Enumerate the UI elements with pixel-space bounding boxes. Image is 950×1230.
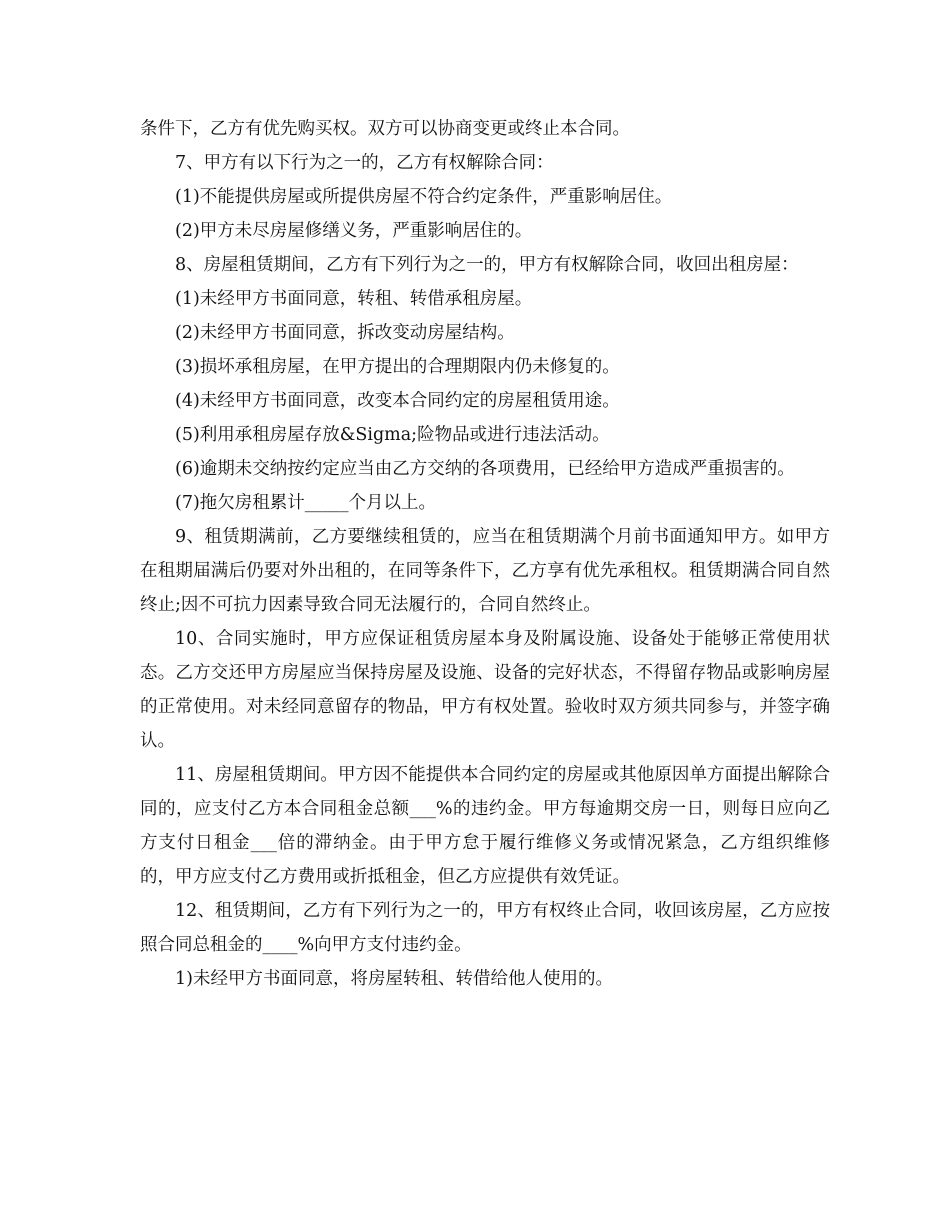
clause-8-item-7: (7)拖欠房租累计_____个月以上。 (175, 493, 437, 513)
clause-7-item-1: (1)不能提供房屋或所提供房屋不符合约定条件，严重影响居住。 (175, 187, 673, 207)
clause-10: 10、合同实施时，甲方应保证租赁房屋本身及附属设施、设备处于能够正常使用状态。乙方交还甲方房屋应当保持房屋及设施、设备的完好状态，不得留存物品或影响房屋的正常使用。对未经同意留存的物品，甲方有权处置。验收时双方须共同参与，并签字确认。 (140, 629, 830, 751)
clause-8-item-2: (2)未经甲方书面同意，拆改变动房屋结构。 (175, 323, 515, 343)
clause-12: 12、租赁期间，乙方有下列行为之一的，甲方有权终止合同，收回该房屋，乙方应按照合同总租金的____%向甲方支付违约金。 (140, 901, 830, 955)
clause-7-item-2: (2)甲方未尽房屋修缮义务，严重影响居住的。 (175, 221, 533, 241)
paragraph: 条件下，乙方有优先购买权。双方可以协商变更或终止本合同。 (140, 119, 630, 139)
clause-12-item-1: 1)未经甲方书面同意，将房屋转租、转借给他人使用的。 (175, 969, 613, 989)
clause-9: 9、租赁期满前，乙方要继续租赁的，应当在租赁期满个月前书面通知甲方。如甲方在租期届满后仍要对外出租的，在同等条件下，乙方享有优先承租权。租赁期满合同自然终止;因不可抗力因素导致合同无法履行的，合同自然终止。 (140, 527, 830, 615)
clause-8-item-1: (1)未经甲方书面同意，转租、转借承租房屋。 (175, 289, 533, 309)
clause-8-item-6: (6)逾期未交纳按约定应当由乙方交纳的各项费用，已经给甲方造成严重损害的。 (175, 459, 795, 479)
clause-7: 7、甲方有以下行为之一的，乙方有权解除合同： (175, 153, 554, 173)
clause-11: 11、房屋租赁期间。甲方因不能提供本合同约定的房屋或其他原因单方面提出解除合同的，应支付乙方本合同租金总额___%的违约金。甲方每逾期交房一日，则每日应向乙方支付日租金___倍的滞纳金。由于甲方怠于履行维修义务或情况紧急，乙方组织维修的，甲方应支付乙方费用或折抵租金，但乙方应提供有效凭证。 (140, 765, 830, 887)
clause-8-item-3: (3)损坏承租房屋，在甲方提出的合理期限内仍未修复的。 (175, 357, 620, 377)
clause-8: 8、房屋租赁期间，乙方有下列行为之一的，甲方有权解除合同，收回出租房屋： (175, 255, 799, 275)
clause-8-item-5: (5)利用承租房屋存放&Sigma;险物品或进行违法活动。 (175, 425, 610, 445)
document-body (140, 112, 830, 996)
clause-8-item-4: (4)未经甲方书面同意，改变本合同约定的房屋租赁用途。 (175, 391, 620, 411)
